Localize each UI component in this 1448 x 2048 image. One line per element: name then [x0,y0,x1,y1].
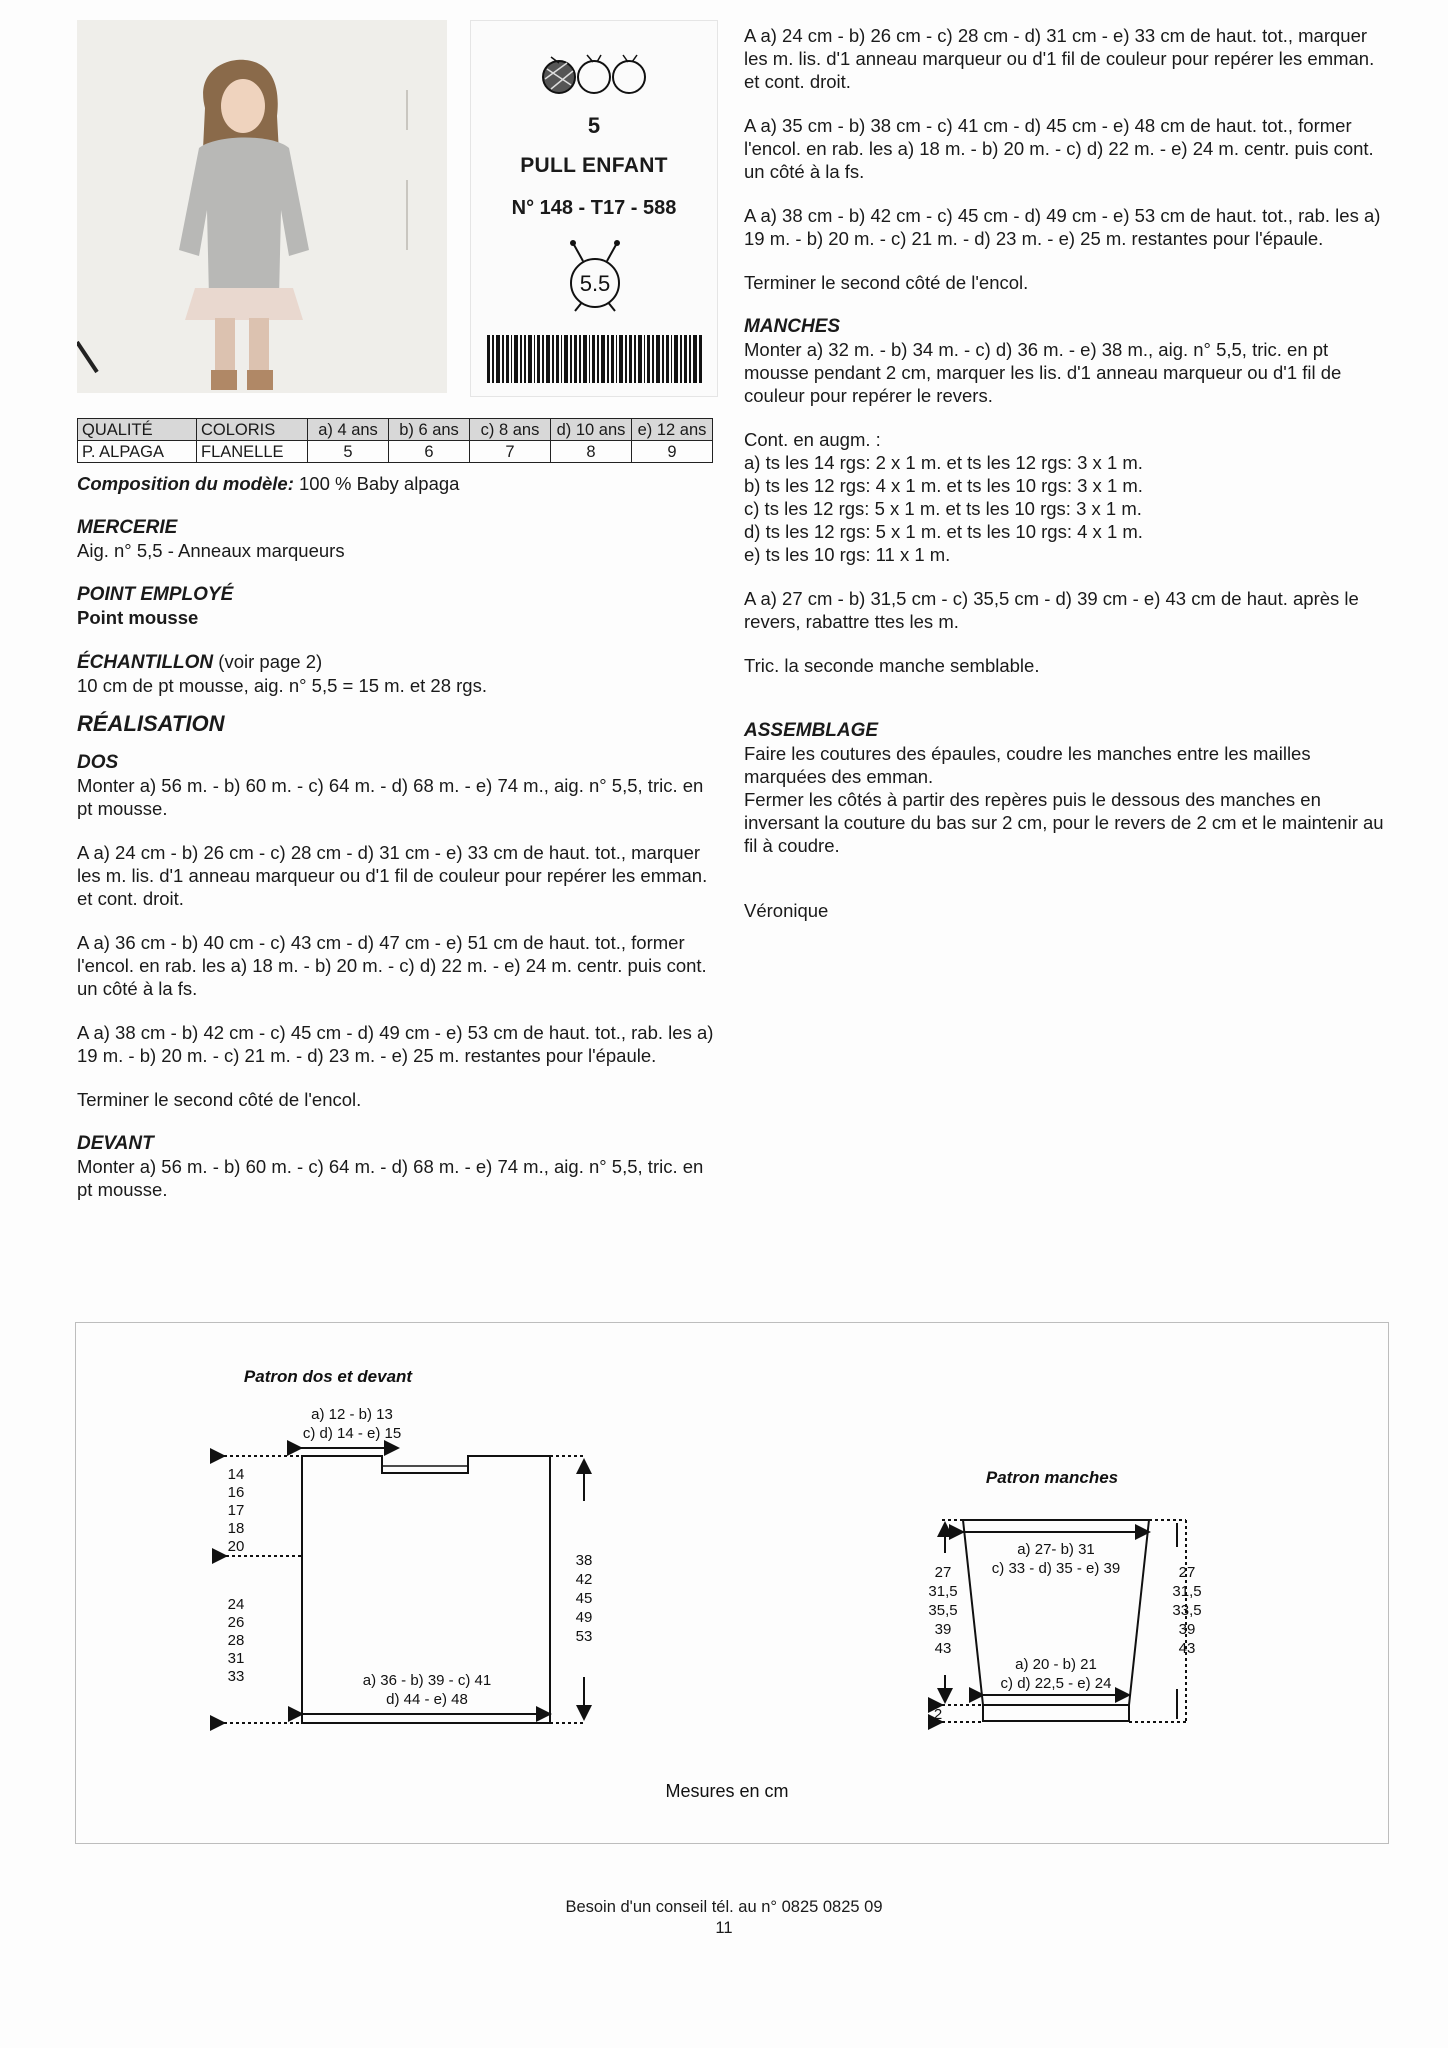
table-cell: 6 [389,441,470,463]
table-cell: 9 [632,441,713,463]
sleeve-height-label: 43 [1178,1640,1196,1657]
model-info-panel [470,20,718,397]
model-photo [77,20,447,393]
body-width-label: d) 44 - e) 48 [386,1691,468,1708]
dos-paragraph: A a) 36 cm - b) 40 cm - c) 43 cm - d) 47 cm - e) 51 cm de haut. tot., former l'encol. en rab. les a) 18 m. - b) 20 m. - c) d) 22 m. - e) 24 m. centr. puis cont. un côté à la fs. [77,932,707,999]
sleeve-height-label: 27 [1178,1564,1196,1581]
echantillon-line [77,650,715,674]
table-cell: 7 [470,441,551,463]
table-header-cell: b) 6 ans [389,419,470,441]
dos-paragraph: A a) 24 cm - b) 26 cm - c) 28 cm - d) 31 cm - e) 33 cm de haut. tot., marquer les m. lis. d'1 anneau marqueur ou d'1 fil de couleur pour repérer les emman. et cont. droit. [77,842,708,909]
table-cell: 8 [551,441,632,463]
manches-heading: MANCHES [744,316,841,337]
table-row [78,441,713,463]
realisation-heading: RÉALISATION [77,711,225,736]
echantillon-text: 10 cm de pt mousse, aig. n° 5,5 = 15 m. et 28 rgs. [77,675,487,696]
table-header-cell: QUALITÉ [78,419,197,441]
sleeve-height-label: 35,5 [928,1602,958,1619]
needle-size-label: 5.5 [579,271,611,296]
mercerie-text: Aig. n° 5,5 - Anneaux marqueurs [77,540,345,561]
assemblage-heading: ASSEMBLAGE [744,720,879,741]
model-reference: N° 148 - T17 - 588 [511,197,677,219]
table-cell: 5 [308,441,389,463]
needle-size-icon [561,239,629,313]
composition-value: 100 % Baby alpaga [293,473,460,494]
measures-note: Mesures en cm [665,1781,789,1801]
body-total-height-label: 49 [575,1609,593,1626]
advice-phone-line: Besoin d'un conseil tél. au n° 0825 0825 09 [565,1898,883,1916]
devant-paragraph: A a) 38 cm - b) 42 cm - c) 45 cm - d) 49 cm - e) 53 cm de haut. tot., rab. les a) 19 m. - b) 20 m. - c) 21 m. - d) 23 m. - e) 25 m. restantes pour l'épaule. [744,205,1381,249]
left-column [77,472,715,1201]
sleeve-revers-label: 2 [933,1706,943,1723]
dos-paragraph: A a) 38 cm - b) 42 cm - c) 45 cm - d) 49 cm - e) 53 cm de haut. tot., rab. les a) 19 m. - b) 20 m. - c) 21 m. - d) 23 m. - e) 25 m. restantes pour l'épaule. [77,1022,714,1066]
sleeve-height-label: 39 [934,1621,952,1638]
table-header-cell: e) 12 ans [632,419,713,441]
page-footer [0,1897,1448,1939]
body-pattern-title: Patron dos et devant [243,1367,413,1386]
table-header-cell: c) 8 ans [470,419,551,441]
augm-line: c) ts les 12 rgs: 5 x 1 m. et ts les 10 rgs: 3 x 1 m. [744,498,1142,519]
augm-line: d) ts les 12 rgs: 5 x 1 m. et ts les 10 rgs: 4 x 1 m. [744,521,1143,542]
body-total-height-label: 38 [575,1552,593,1569]
armhole-height-label: 17 [227,1502,245,1519]
augm-line: e) ts les 10 rgs: 11 x 1 m. [744,544,951,565]
augm-line: a) ts les 14 rgs: 2 x 1 m. et ts les 12 rgs: 3 x 1 m. [744,452,1143,473]
signature: Véronique [744,900,829,921]
neck-width-label: a) 12 - b) 13 [311,1406,393,1423]
dos-paragraph: Monter a) 56 m. - b) 60 m. - c) 64 m. - d) 68 m. - e) 74 m., aig. n° 5,5, tric. en pt mousse. [77,775,704,819]
manches-paragraph: Monter a) 32 m. - b) 34 m. - c) d) 36 m. - e) 38 m., aig. n° 5,5, tric. en pt mousse pendant 2 cm, marquer les lis. d'1 anneau marqueur ou d'1 fil de couleur pour repérer le revers. [744,339,1342,406]
point-text: Point mousse [77,607,199,628]
echantillon-heading: ÉCHANTILLON [77,652,214,673]
table-header-row [78,419,713,441]
body-total-height-label: 53 [575,1628,593,1645]
table-header-cell: a) 4 ans [308,419,389,441]
sleeve-cuff-outline [983,1705,1129,1721]
body-total-height-label: 42 [575,1571,593,1588]
difficulty-yarn-balls-icon [537,49,651,99]
assemblage-paragraph: Fermer les côtés à partir des repères puis le dessous des manches en inversant la couture du bas sur 2 cm, pour le revers de 2 cm et le maintenir au fil à coudre. [744,789,1384,856]
armhole-height-label: 20 [227,1538,245,1555]
echantillon-note: (voir page 2) [213,651,323,672]
devant-paragraph: A a) 24 cm - b) 26 cm - c) 28 cm - d) 31 cm - e) 33 cm de haut. tot., marquer les m. lis. d'1 anneau marqueur ou d'1 fil de couleur pour repérer les emman. et cont. droit. [744,25,1375,92]
augm-line: b) ts les 12 rgs: 4 x 1 m. et ts les 10 rgs: 3 x 1 m. [744,475,1143,496]
devant-paragraph: A a) 35 cm - b) 38 cm - c) 41 cm - d) 45 cm - e) 48 cm de haut. tot., former l'encol. en rab. les a) 18 m. - b) 20 m. - c) d) 22 m. - e) 24 m. centr. puis cont. un côté à la fs. [744,115,1374,182]
sleeve-height-label: 31,5 [1172,1583,1202,1600]
point-heading: POINT EMPLOYÉ [77,584,234,605]
armhole-height-label: 18 [227,1520,245,1537]
table-header-cell: d) 10 ans [551,419,632,441]
sleeve-height-label: 43 [934,1640,952,1657]
model-name: PULL ENFANT [520,154,668,177]
table-cell: P. ALPAGA [78,441,197,463]
neck-width-label: c) d) 14 - e) 15 [302,1425,402,1442]
sleeve-height-label: 31,5 [928,1583,958,1600]
body-side-height-label: 24 [227,1596,245,1613]
augm-intro: Cont. en augm. : [744,429,881,450]
pattern-diagram-box [75,1322,1389,1844]
body-side-height-label: 33 [227,1668,245,1685]
devant-heading: DEVANT [77,1133,154,1154]
composition-label: Composition du modèle: [77,473,294,494]
body-side-height-label: 31 [227,1650,245,1667]
dos-heading: DOS [77,752,119,773]
model-number: 5 [587,113,601,138]
body-total-height-label: 45 [575,1590,593,1607]
body-side-height-label: 28 [227,1632,245,1649]
table-cell: FLANELLE [197,441,308,463]
assemblage-paragraph: Faire les coutures des épaules, coudre les manches entre les mailles marquées des emman. [744,743,1311,787]
sleeve-bottom-width-label: c) d) 22,5 - e) 24 [1000,1675,1112,1692]
sleeve-pattern-title: Patron manches [985,1468,1119,1487]
page-number: 11 [715,1919,733,1937]
quality-table [77,418,713,463]
manches-paragraph: Tric. la seconde manche semblable. [744,655,1040,676]
sleeve-top-width-label: c) 33 - d) 35 - e) 39 [991,1560,1121,1577]
devant-paragraph: Terminer le second côté de l'encol. [744,272,1029,293]
sleeve-top-width-label: a) 27- b) 31 [1017,1541,1095,1558]
right-column [744,24,1384,922]
armhole-height-label: 14 [227,1466,245,1483]
devant-paragraph: Monter a) 56 m. - b) 60 m. - c) 64 m. - d) 68 m. - e) 74 m., aig. n° 5,5, tric. en pt mousse. [77,1156,704,1200]
composition-line [77,472,715,495]
barcode-image [487,335,702,383]
body-side-height-label: 26 [227,1614,245,1631]
manches-paragraph: A a) 27 cm - b) 31,5 cm - c) 35,5 cm - d) 39 cm - e) 43 cm de haut. après le revers, rabattre ttes les m. [744,588,1359,632]
sleeve-height-label: 27 [934,1564,952,1581]
armhole-height-label: 16 [227,1484,245,1501]
mercerie-heading: MERCERIE [77,517,178,538]
sleeve-height-label: 33,5 [1172,1602,1202,1619]
sleeve-bottom-width-label: a) 20 - b) 21 [1015,1656,1097,1673]
sleeve-height-label: 39 [1178,1621,1196,1638]
body-width-label: a) 36 - b) 39 - c) 41 [362,1672,492,1689]
table-header-cell: COLORIS [197,419,308,441]
dos-paragraph: Terminer le second côté de l'encol. [77,1089,362,1110]
